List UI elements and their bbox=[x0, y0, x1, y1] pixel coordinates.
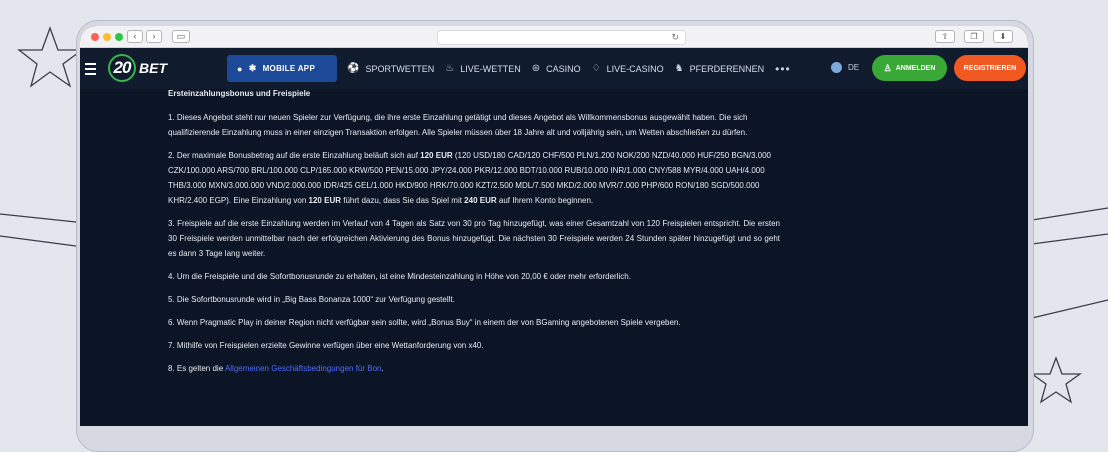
menu-label: PFERDERENNEN bbox=[689, 63, 765, 74]
menu-item-live-wetten[interactable] bbox=[445, 63, 520, 74]
bonus-amount: 120 EUR bbox=[420, 151, 453, 160]
maximize-window-button[interactable] bbox=[115, 33, 123, 41]
cards-icon: ♢ bbox=[591, 63, 601, 74]
language-selector[interactable] bbox=[831, 62, 859, 73]
back-button[interactable]: ‹ bbox=[127, 30, 143, 43]
menu-label: LIVE-WETTEN bbox=[460, 63, 521, 74]
register-label: REGISTRIEREN bbox=[963, 64, 1017, 72]
page-title: Ersteinzahlungsbonus und Freispiele bbox=[168, 89, 311, 98]
hamburger-menu-icon[interactable] bbox=[85, 63, 96, 78]
login-button[interactable] bbox=[872, 55, 947, 81]
register-button[interactable] bbox=[954, 55, 1026, 81]
deposit-amount: 120 EUR bbox=[308, 196, 341, 205]
menu-item-casino[interactable] bbox=[532, 63, 581, 74]
user-icon: ♙ bbox=[883, 62, 892, 73]
terms-paragraph-6: 6. Wenn Pragmatic Play in deiner Region nicht verfügbar sein sollte, wird „Bonus Buy“ in einem der von BGaming angebotenen Spiele vergeben. bbox=[168, 318, 681, 327]
text: . bbox=[381, 364, 384, 373]
logo-number: 20 bbox=[108, 54, 136, 82]
live-icon: ♨ bbox=[445, 63, 455, 74]
horse-icon: ♞ bbox=[674, 63, 684, 74]
terms-paragraph-4: 4. Um die Freispiele und die Sofortbonusrunde zu erhalten, ist eine Mindesteinzahlung in Höhe von 20,00 € oder mehr erforderlich. bbox=[168, 272, 631, 281]
total-amount: 240 EUR bbox=[464, 196, 497, 205]
mobile-app-button[interactable] bbox=[227, 55, 337, 82]
terms-link[interactable]: Allgemeinen Geschäftsbedingungen für Bon bbox=[224, 364, 382, 373]
text: 8. Es gelten die bbox=[168, 364, 225, 373]
main-menu bbox=[347, 48, 791, 89]
forward-button[interactable]: › bbox=[146, 30, 162, 43]
menu-item-live-casino[interactable] bbox=[592, 63, 664, 74]
casino-chip-icon: ⊛ bbox=[531, 63, 541, 74]
address-bar[interactable] bbox=[437, 30, 686, 45]
soccer-ball-icon: ⚽ bbox=[347, 63, 360, 74]
site-logo[interactable] bbox=[108, 54, 167, 82]
sidebar-toggle-button[interactable]: ▭ bbox=[172, 30, 190, 43]
menu-label: SPORTWETTEN bbox=[365, 63, 435, 74]
tabs-icon[interactable]: ❐ bbox=[964, 30, 984, 43]
browser-toolbar bbox=[80, 26, 1028, 48]
android-icon: ✱ bbox=[248, 63, 257, 73]
terms-paragraph-5: 5. Die Sofortbonusrunde wird in „Big Bass Bonanza 1000“ zur Verfügung gestellt. bbox=[168, 295, 455, 304]
terms-paragraph-3: 3. Freispiele auf die erste Einzahlung werden im Verlauf von 4 Tagen als Satz von 30 pro Tag hinzugefügt, was einer Gesamtzahl von 120 Freispielen entspricht. Die ersten 30 Freispiele werden unmittelbar nach der erfolgreichen Aktivierung des Bonus hinzugefügt. Die nächsten 30 Freispiele werden 24 Stunden später hinzugefügt und so geht es dann 3 Tage lang weiter. bbox=[168, 219, 780, 258]
menu-label: LIVE-CASINO bbox=[606, 63, 664, 74]
globe-icon bbox=[831, 62, 842, 73]
terms-paragraph-1: 1. Dieses Angebot steht nur neuen Spieler zur Verfügung, die ihre erste Einzahlung getätigt und dieses Angebot als Willkommensbonus ausgewählt haben. Die sich qualifizierende Einzahlung muss in einer einzigen Transaktion erfolgen. Alle Spieler müssen über 18 Jahre alt und volljährig sein, um Wetten abschließen zu dürfen. bbox=[168, 113, 748, 137]
share-icon[interactable]: ⇧ bbox=[935, 30, 955, 43]
apple-icon: ● bbox=[237, 63, 243, 74]
mobile-app-label: MOBILE APP bbox=[262, 64, 316, 73]
language-label: DE bbox=[848, 63, 860, 72]
text: auf Ihrem Konto beginnen. bbox=[496, 196, 594, 205]
text: führt dazu, dass Sie das Spiel mit bbox=[341, 196, 465, 205]
star-outline-left bbox=[19, 28, 82, 86]
menu-label: CASINO bbox=[546, 63, 581, 74]
login-label: ANMELDEN bbox=[895, 64, 936, 72]
close-window-button[interactable] bbox=[91, 33, 99, 41]
terms-paragraph-8 bbox=[168, 361, 780, 376]
site-header bbox=[80, 48, 1028, 89]
star-outline-right bbox=[1032, 358, 1080, 402]
more-menu-button[interactable]: ••• bbox=[775, 61, 791, 76]
text: 2. Der maximale Bonusbetrag auf die erste Einzahlung beläuft sich auf bbox=[168, 151, 421, 160]
menu-item-sportwetten[interactable] bbox=[347, 63, 434, 74]
terms-content bbox=[168, 88, 780, 384]
download-icon[interactable]: ⬇ bbox=[993, 30, 1013, 43]
text: (120 USD/180 CAD/120 CHF/500 PLN/1.200 NOK/200 NZD/40.000 HUF/250 BGN/3.000 CZK/100.000 ARS/700 BRL/100.000 CLP/165.000 KRW/500 PEN/15.000 JPY/24.000 PKR/12.000 BDT/10.000 RUB/10.000 INR/1.000 CNY/588 MYR/4.000 UAH/4.000 THB/3.000 MXN/3.000.000 VND/2.000.000 IDR/425 GEL/1.000 HKD/900 HRK/70.000 KZT/2.500 MDL/7.500 MKD/2.000 MVR/7.000 PHP/600 RON/180 SGD/500.000 KHR/2.400 EGP). Eine Einzahlung von bbox=[168, 151, 772, 205]
reload-icon[interactable]: ↻ bbox=[671, 32, 679, 42]
terms-paragraph-2 bbox=[168, 148, 780, 208]
minimize-window-button[interactable] bbox=[103, 33, 111, 41]
logo-text: BET bbox=[139, 60, 167, 76]
terms-paragraph-7: 7. Mithilfe von Freispielen erzielte Gewinne verfügen über eine Wettanforderung von x40. bbox=[168, 341, 484, 350]
menu-item-pferderennen[interactable] bbox=[675, 63, 764, 74]
